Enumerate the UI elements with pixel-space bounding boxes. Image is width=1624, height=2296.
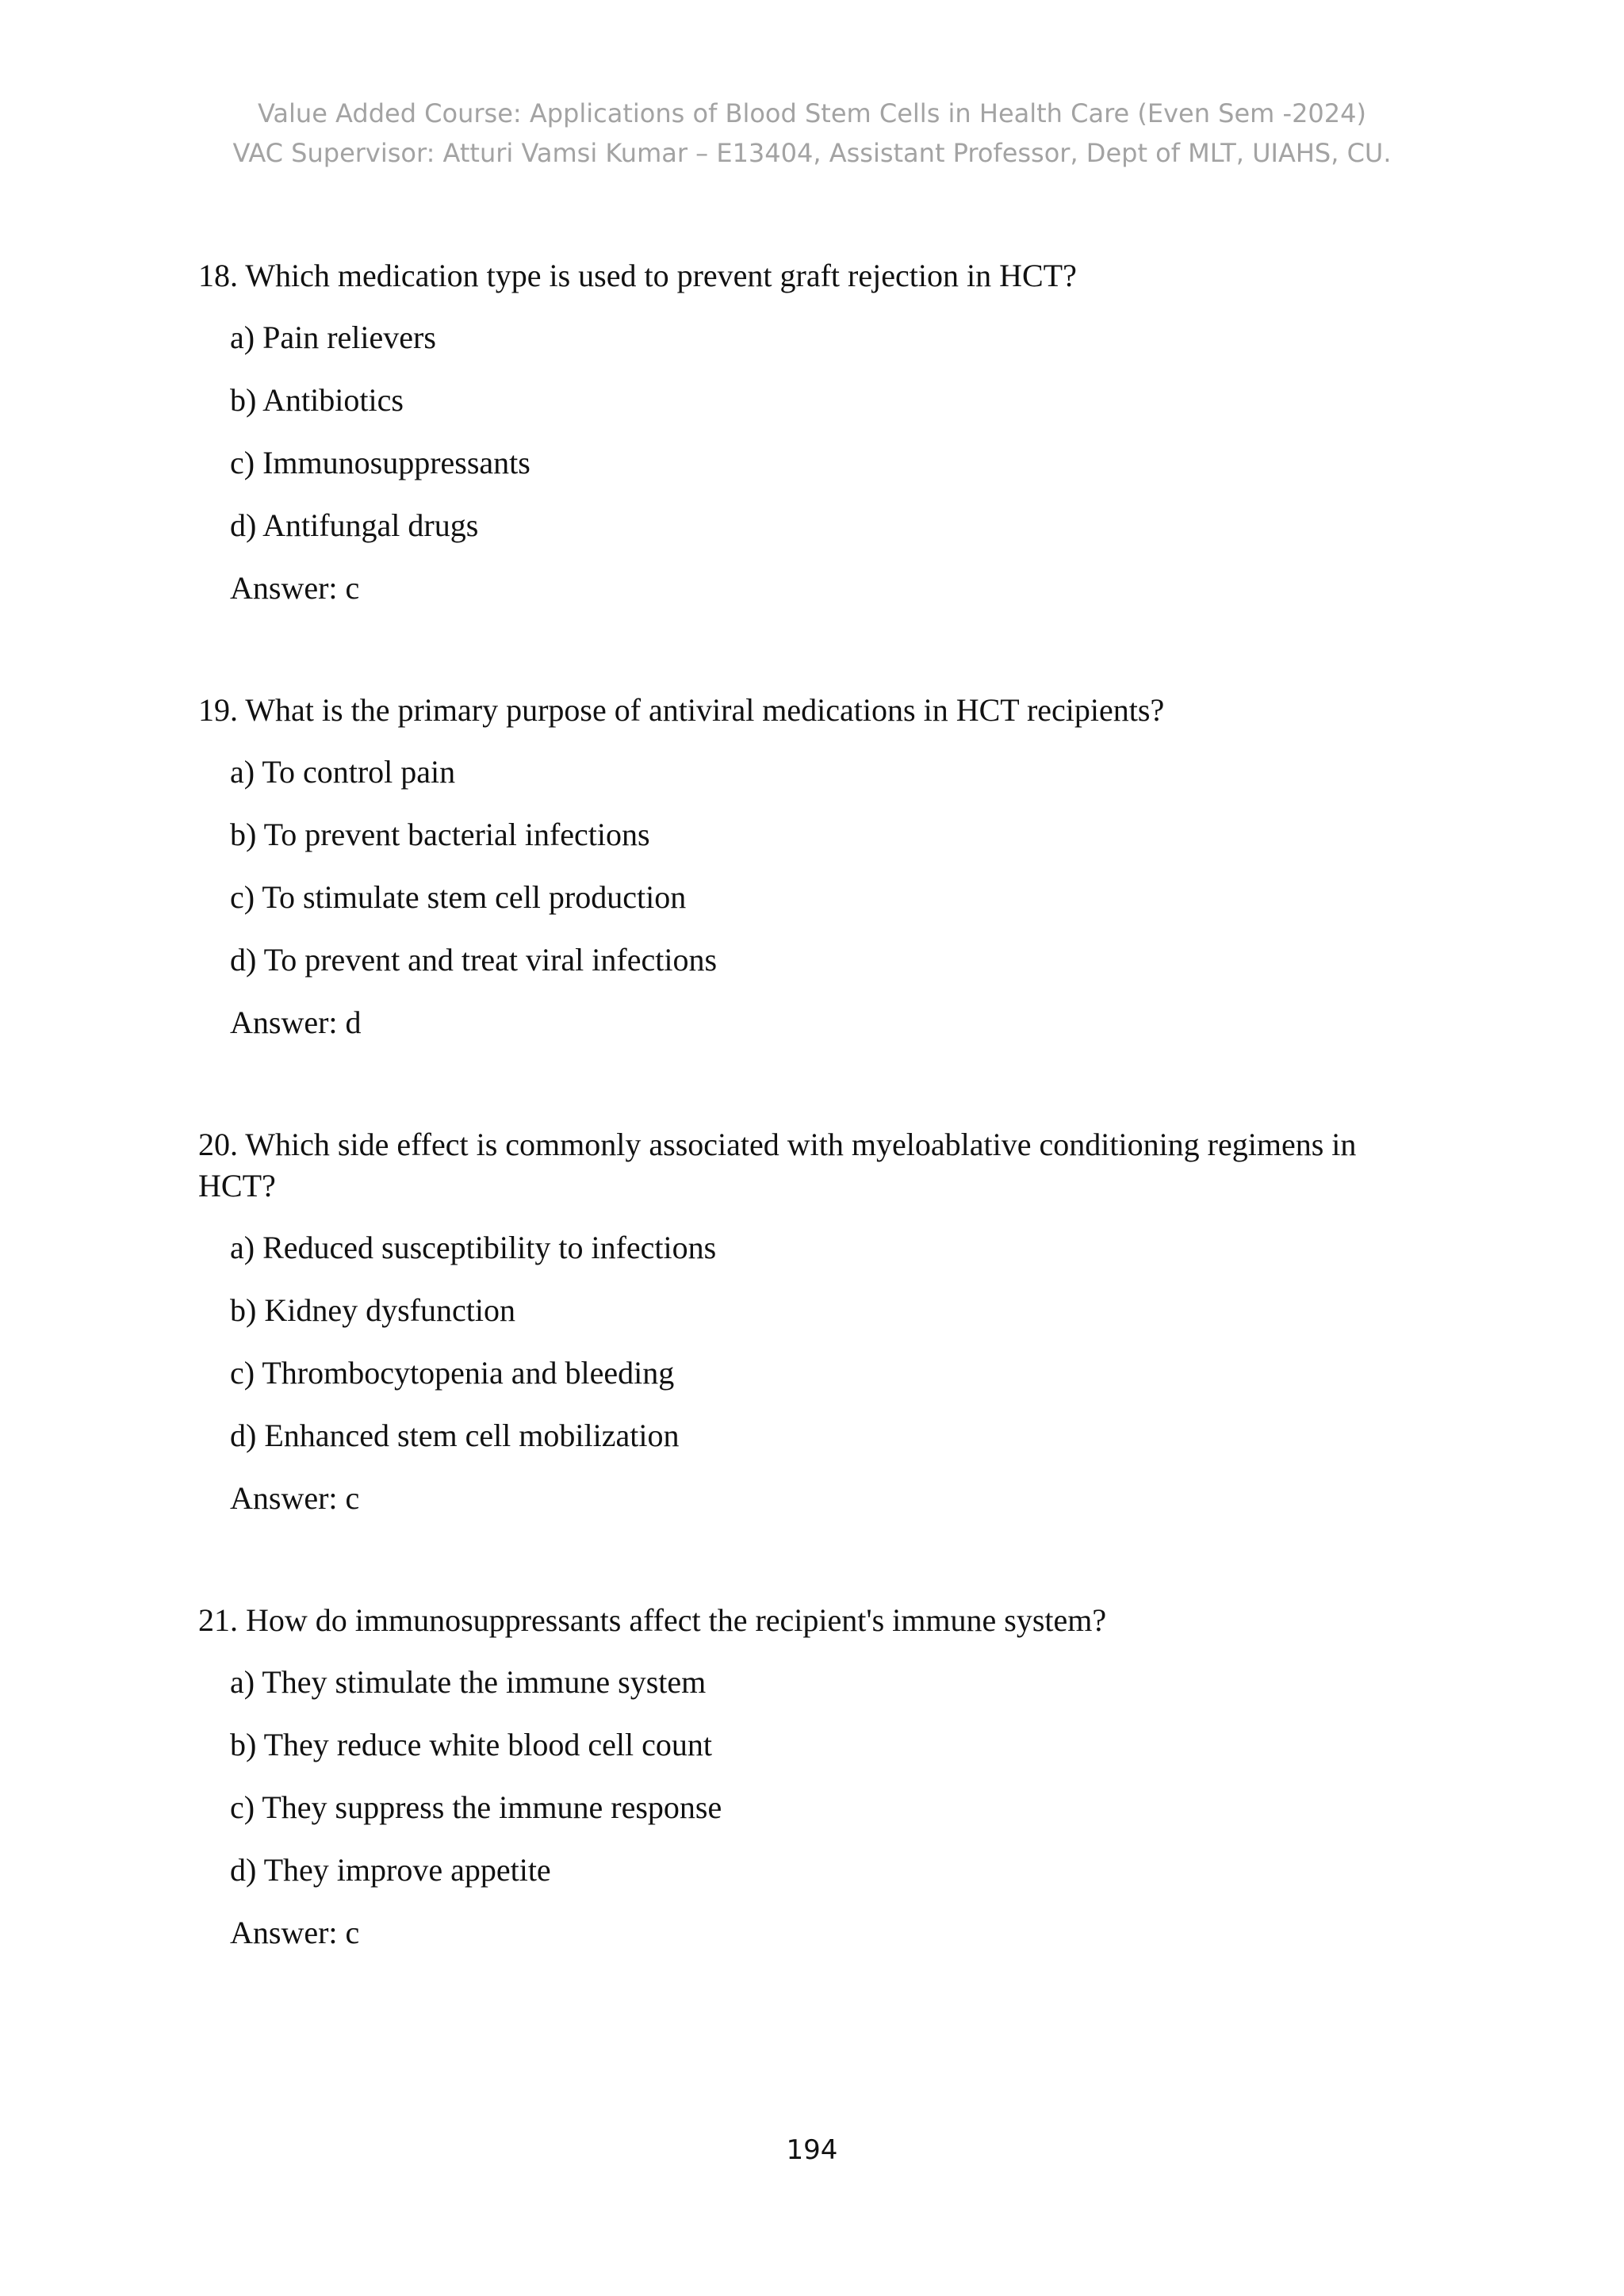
option-b: b) Kidney dysfunction xyxy=(230,1292,515,1328)
answer-key: Answer: d xyxy=(230,1004,362,1040)
question-19 xyxy=(198,690,1435,1043)
option-c: c) Thrombocytopenia and bleeding xyxy=(230,1355,675,1391)
option-a: a) To control pain xyxy=(230,754,456,790)
question-21 xyxy=(198,1600,1435,1954)
option-b: b) Antibiotics xyxy=(230,382,404,418)
option-d: d) They improve appetite xyxy=(230,1852,551,1888)
option-d: d) Antifungal drugs xyxy=(230,507,479,543)
option-d: d) To prevent and treat viral infections xyxy=(230,942,718,978)
question-stem: 21. How do immunosuppressants affect the recipient's immune system? xyxy=(198,1602,1107,1638)
page-number: 194 xyxy=(786,2134,838,2166)
header-supervisor: VAC Supervisor: Atturi Vamsi Kumar – E13404, Assistant Professor, Dept of MLT, UIAHS, CU. xyxy=(232,138,1392,168)
option-c: c) To stimulate stem cell production xyxy=(230,879,687,915)
question-stem: 20. Which side effect is commonly associated with myeloablative conditioning regimens in HCT? xyxy=(198,1127,1357,1203)
option-b: b) They reduce white blood cell count xyxy=(230,1727,712,1762)
answer-key: Answer: c xyxy=(230,1915,360,1950)
question-list xyxy=(198,255,1435,2034)
question-stem: 19. What is the primary purpose of antiviral medications in HCT recipients? xyxy=(198,692,1165,728)
option-c: c) Immunosuppressants xyxy=(230,445,530,480)
option-d: d) Enhanced stem cell mobilization xyxy=(230,1418,680,1453)
option-a: a) Reduced susceptibility to infections xyxy=(230,1230,717,1265)
question-18 xyxy=(198,255,1435,609)
running-header xyxy=(0,94,1624,173)
option-a: a) They stimulate the immune system xyxy=(230,1664,707,1700)
question-20 xyxy=(198,1124,1435,1519)
option-b: b) To prevent bacterial infections xyxy=(230,817,650,852)
question-stem: 18. Which medication type is used to prevent graft rejection in HCT? xyxy=(198,258,1077,293)
option-c: c) They suppress the immune response xyxy=(230,1789,722,1825)
option-a: a) Pain relievers xyxy=(230,320,436,355)
header-course-title: Value Added Course: Applications of Blood Stem Cells in Health Care (Even Sem -2024) xyxy=(258,98,1366,128)
answer-key: Answer: c xyxy=(230,1480,360,1516)
answer-key: Answer: c xyxy=(230,570,360,606)
